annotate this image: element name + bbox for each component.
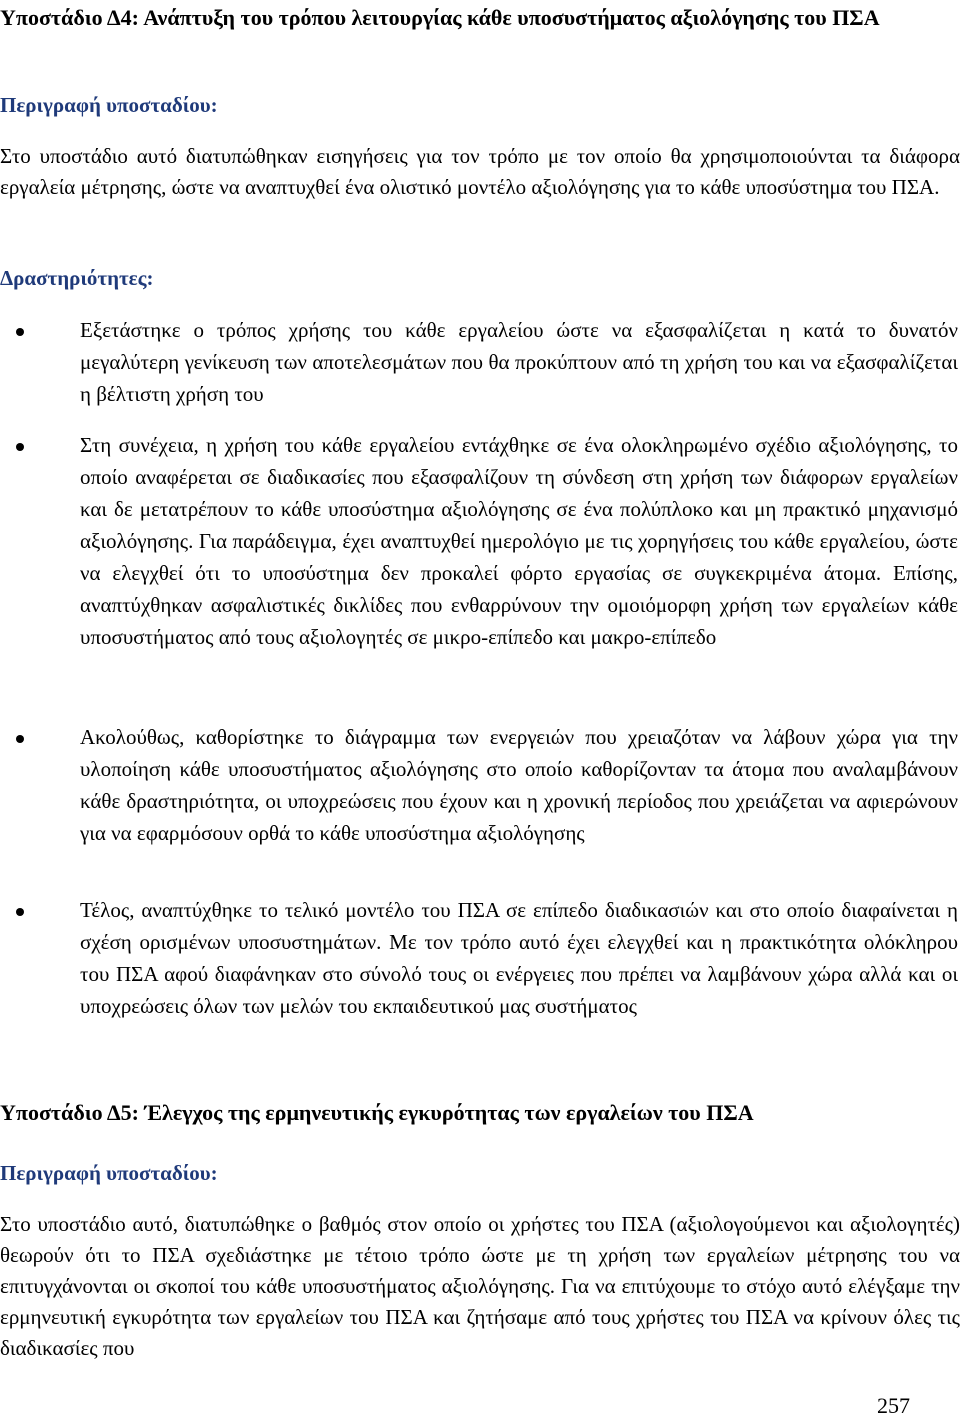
bullet-icon: [16, 735, 24, 743]
activity-text: Εξετάστηκε ο τρόπος χρήσης του κάθε εργαλείου ώστε να εξασφαλίζεται η κατά το δυνατόν μεγαλύτερη γενίκευση των αποτελεσμάτων που θα προκύπτουν από τη χρήση του και να εξασφαλίζεται η βέλτιστη χρήση του: [80, 318, 958, 406]
stage-d4-title: Υποστάδιο Δ4: Ανάπτυξη του τρόπου λειτουργίας κάθε υποσυστήματος αξιολόγησης του ΠΣΑ: [0, 5, 880, 30]
stage-d5-title: Υποστάδιο Δ5: Έλεγχος της ερμηνευτικής εγκυρότητας των εργαλείων του ΠΣΑ: [0, 1100, 754, 1125]
bullet-icon: [16, 328, 24, 336]
activity-text: Στη συνέχεια, η χρήση του κάθε εργαλείου εντάχθηκε σε ένα ολοκληρωμένο σχέδιο αξιολόγησης, το οποίο αναφέρεται σε διαδικασίες που εξασφαλίζουν τη σύνδεση στη χρήση των διάφορων εργαλείων και δε μετατρέπουν το κάθε υποσύστημα αξιολόγησης σε ένα πολύπλοκο και μη πρακτικό μηχανισμό αξιολόγησης. Για παράδειγμα, έχει αναπτυχθεί ημερολόγιο με τις χορηγήσεις του κάθε εργαλείου, ώστε να ελεγχθεί ότι το υποσύστημα δεν προκαλεί φόρτο εργασίας σε συγκεκριμένα άτομα. Επίσης, αναπτύχθηκαν ασφαλιστικές δικλίδες που ενθαρρύνουν την ομοιόμορφη χρήση των εργαλείων κάθε υποσυστήματος από τους αξιολογητές σε μικρο-επίπεδο και μακρο-επίπεδο: [80, 433, 958, 649]
bullet-icon: [16, 443, 24, 451]
page-number: 257: [877, 1393, 910, 1418]
stage-d4-activities-label: Δραστηριότητες:: [0, 266, 154, 290]
stage-d5-description-text: Στο υποστάδιο αυτό, διατυπώθηκε ο βαθμός στον οποίο οι χρήστες του ΠΣΑ (αξιολογούμενοι και αξιολογητές) θεωρούν ότι το ΠΣΑ σχεδιάστηκε με τέτοιο τρόπο ώστε με τη χρήση των εργαλείων μέτρησης του να επιτυγχάνονται οι σκοποί του κάθε υποσυστήματος αξιολόγησης. Για να επιτύχουμε το στόχο αυτό ελέγξαμε την ερμηνευτική εγκυρότητα των εργαλείων του ΠΣΑ και ζητήσαμε από τους χρήστες του ΠΣΑ να κρίνουν όλες τις διαδικασίες που: [0, 1212, 960, 1360]
stage-d5-description-label: Περιγραφή υποσταδίου:: [0, 1161, 218, 1185]
bullet-icon: [16, 908, 24, 916]
stage-d4-description-label: Περιγραφή υποσταδίου:: [0, 93, 218, 117]
stage-d4-description-text: Στο υποστάδιο αυτό διατυπώθηκαν εισηγήσεις για τον τρόπο με τον οποίο θα χρησιμοποιούνται τα διάφορα εργαλεία μέτρησης, ώστε να αναπτυχθεί ένα ολιστικό μοντέλο αξιολόγησης για το κάθε υποσύστημα του ΠΣΑ.: [0, 144, 960, 199]
activity-text: Τέλος, αναπτύχθηκε το τελικό μοντέλο του ΠΣΑ σε επίπεδο διαδικασιών και στο οποίο διαφαίνεται η σχέση ορισμένων υποσυστημάτων. Με τον τρόπο αυτό έχει ελεγχθεί και η πρακτικότητα ολόκληρου του ΠΣΑ αφού διαφάνηκαν στο σύνολό τους οι ενέργειες που πρέπει να λαμβάνουν χώρα αλλά και οι υποχρεώσεις όλων των μελών του εκπαιδευτικού μας συστήματος: [80, 898, 958, 1018]
activity-text: Ακολούθως, καθορίστηκε το διάγραμμα των ενεργειών που χρειαζόταν να λάβουν χώρα για την υλοποίηση κάθε υποσυστήματος αξιολόγησης στο οποίο καθορίζονταν τα άτομα που αναλαμβάνουν κάθε δραστηριότητα, οι υποχρεώσεις που έχουν και η χρονική περίοδος που χρειάζεται να αφιερώνουν για να εφαρμόσουν ορθά το κάθε υποσύστημα αξιολόγησης: [80, 725, 958, 845]
